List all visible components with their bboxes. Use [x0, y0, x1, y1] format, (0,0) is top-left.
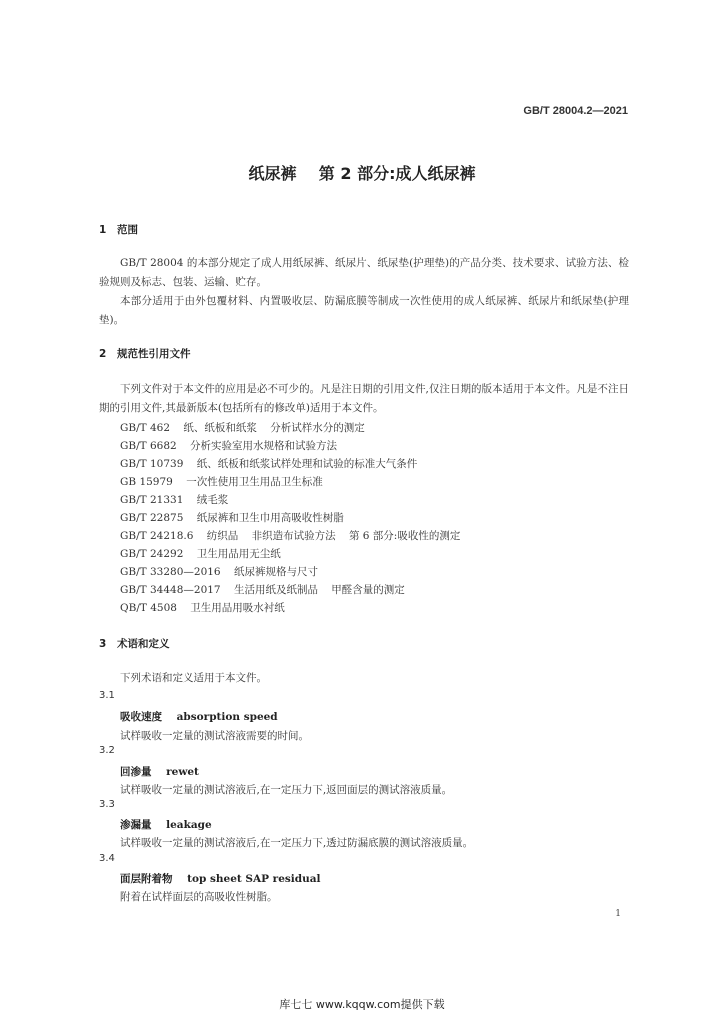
term-definition: 附着在试样面层的高吸收性树脂。	[120, 891, 278, 903]
reference-item: GB/T 6682 分析实验室用水规格和试验方法	[120, 440, 338, 452]
term-definition: 试样吸收一定量的测试溶液后,在一定压力下,返回面层的测试溶液质量。	[120, 784, 453, 796]
section-title: 术语和定义	[117, 638, 170, 650]
term-number: 3.2	[99, 745, 115, 756]
reference-item: GB/T 34448—2017 生活用纸及纸制品 甲醛含量的测定	[120, 584, 405, 596]
reference-item: GB/T 33280—2016 纸尿裤规格与尺寸	[120, 566, 318, 578]
reference-item: GB/T 21331 绒毛浆	[120, 494, 229, 506]
standard-code: GB/T 28004.2—2021	[523, 105, 628, 117]
section-heading-terms	[99, 636, 170, 651]
term-entry: 面层附着物 top sheet SAP residual	[120, 873, 321, 885]
reference-item: QB/T 4508 卫生用品用吸水衬纸	[120, 602, 285, 614]
section-number: 3	[99, 638, 107, 650]
download-footer: 库七七 www.kqqw.com提供下载	[279, 998, 445, 1011]
paragraph: 下列文件对于本文件的应用是必不可少的。凡是注日期的引用文件,仅注日期的版本适用于本文件。凡是不注日期的引用文件,其最新版本(包括所有的修改单)适用于本文件。	[99, 383, 629, 414]
section-title: 规范性引用文件	[117, 348, 191, 360]
reference-item: GB/T 462 纸、纸板和纸浆 分析试样水分的测定	[120, 422, 365, 434]
reference-item: GB/T 24218.6 纺织品 非织造布试验方法 第 6 部分:吸收性的测定	[120, 530, 461, 542]
term-number: 3.1	[99, 690, 115, 701]
reference-item: GB 15979 一次性使用卫生用品卫生标准	[120, 476, 323, 488]
paragraph: 本部分适用于由外包覆材料、内置吸收层、防漏底膜等制成一次性使用的成人纸尿裤、纸尿片和纸尿垫(护理垫)。	[99, 295, 629, 326]
page-number: 1	[615, 909, 621, 919]
section-title: 范围	[117, 224, 138, 236]
section-number: 1	[99, 224, 107, 236]
term-entry: 回渗量 rewet	[120, 766, 199, 778]
term-entry: 吸收速度 absorption speed	[120, 711, 278, 723]
paragraph: 下列术语和定义适用于本文件。	[120, 672, 267, 684]
reference-item: GB/T 24292 卫生用品用无尘纸	[120, 548, 281, 560]
term-number: 3.3	[99, 799, 115, 810]
paragraph: GB/T 28004 的本部分规定了成人用纸尿裤、纸尿片、纸尿垫(护理垫)的产品分类、技术要求、试验方法、检验规则及标志、包装、运输、贮存。	[99, 257, 629, 288]
term-definition: 试样吸收一定量的测试溶液后,在一定压力下,透过防漏底膜的测试溶液质量。	[120, 837, 474, 849]
term-definition: 试样吸收一定量的测试溶液需要的时间。	[120, 730, 309, 742]
section-number: 2	[99, 348, 107, 360]
section-heading-scope	[99, 222, 138, 237]
section-heading-normative	[99, 346, 191, 361]
document-title: 纸尿裤 第 2 部分:成人纸尿裤	[248, 164, 476, 183]
reference-item: GB/T 10739 纸、纸板和纸浆试样处理和试验的标准大气条件	[120, 458, 418, 470]
term-entry: 渗漏量 leakage	[120, 819, 212, 831]
reference-item: GB/T 22875 纸尿裤和卫生巾用高吸收性树脂	[120, 512, 344, 524]
term-number: 3.4	[99, 853, 115, 864]
